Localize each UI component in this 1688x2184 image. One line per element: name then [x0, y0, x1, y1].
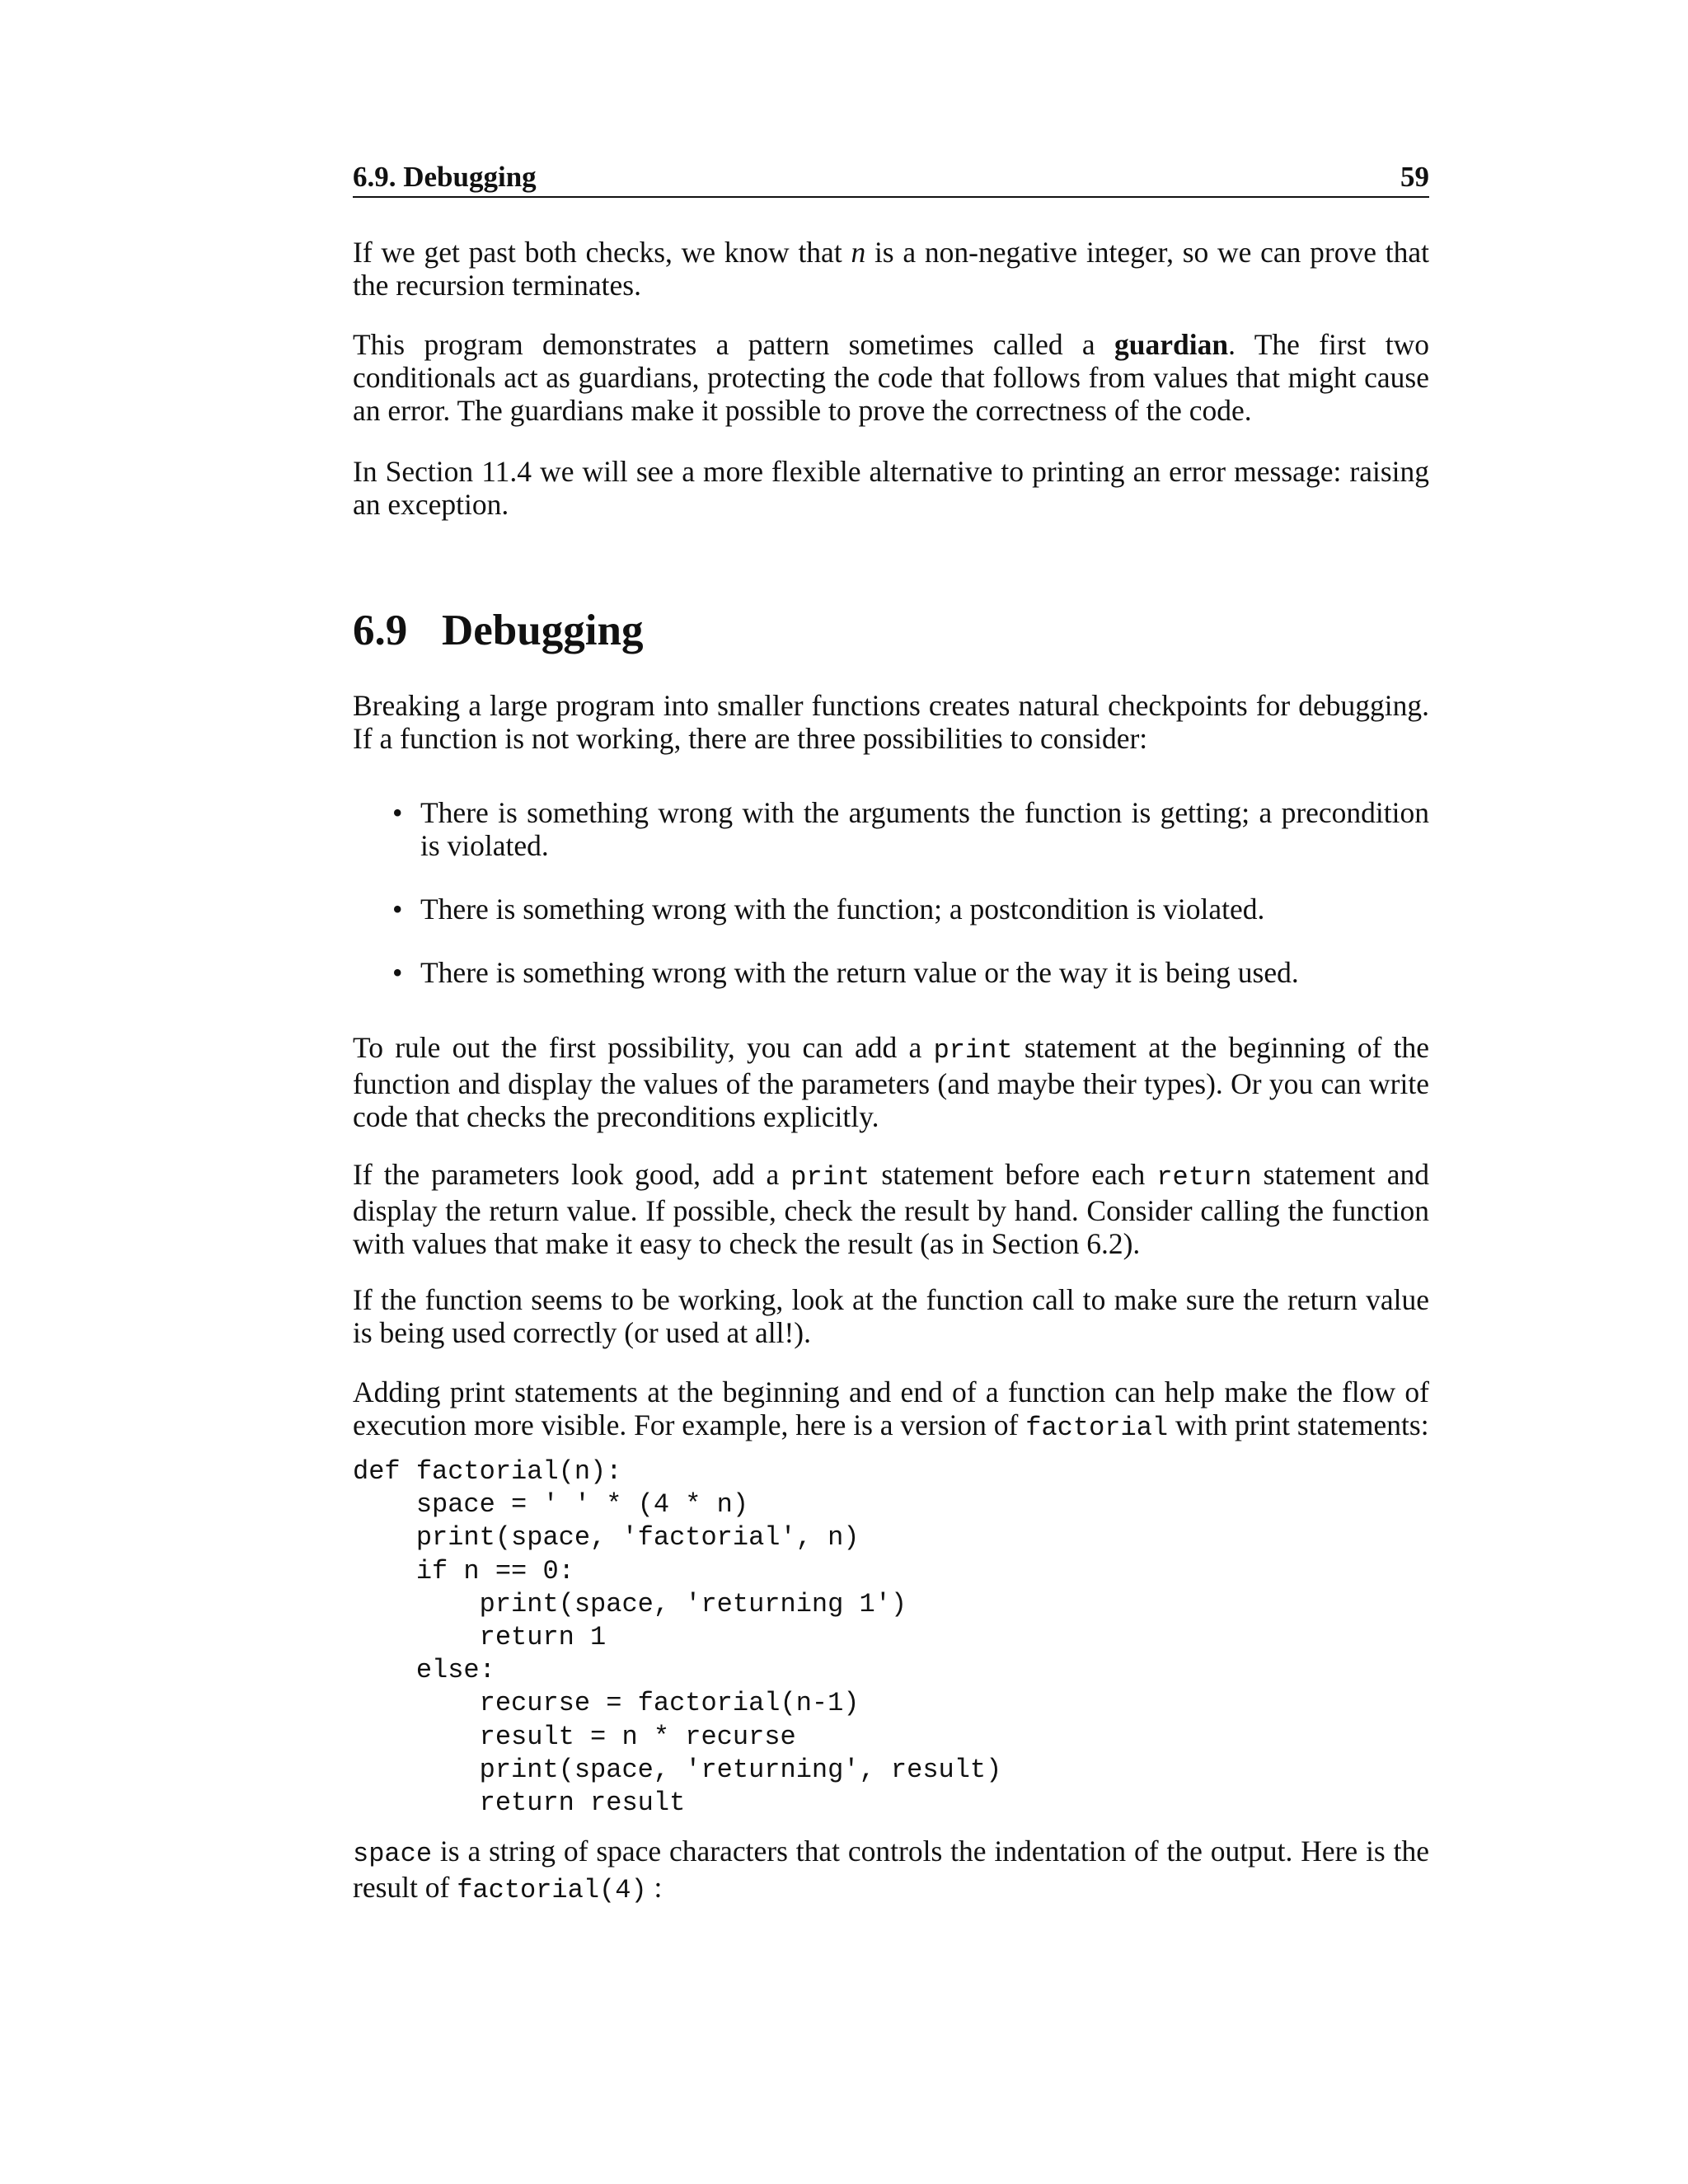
- code-line: return 1: [353, 1621, 607, 1652]
- header-page-number: 59: [1400, 161, 1429, 193]
- list-item-text: There is something wrong with the return value or the way it is being used.: [420, 956, 1299, 989]
- text-run: To rule out the first possibility, you can add a: [353, 1031, 934, 1064]
- text-run: is a string of space characters that controls the indentation of the output. Here is the result of: [353, 1835, 1429, 1904]
- bullet-icon: •: [392, 893, 403, 926]
- code-line: return result: [353, 1787, 686, 1818]
- section-number: 6.9: [353, 607, 408, 654]
- paragraph-working: If the function seems to be working, look at the function call to make sure the return value is being used correctly (or used at all!).: [353, 1283, 1429, 1349]
- running-header: [353, 158, 1429, 198]
- code-line: result = n * recurse: [353, 1721, 796, 1752]
- text-run: This program demonstrates a pattern sometimes called a: [353, 328, 1115, 361]
- paragraph-recursion-terminates: [353, 236, 1429, 302]
- list-item: [392, 893, 1429, 926]
- paragraph-adding-prints: [353, 1376, 1429, 1445]
- section-title: Debugging: [442, 607, 644, 654]
- bullet-icon: •: [392, 796, 403, 829]
- inline-code: print: [933, 1035, 1013, 1066]
- code-line: else:: [353, 1655, 495, 1686]
- italic-variable: n: [851, 236, 866, 269]
- inline-code: print: [790, 1162, 870, 1193]
- bold-term-guardian: guardian: [1114, 328, 1229, 361]
- paragraph-exception: In Section 11.4 we will see a more flexible alternative to printing an error message: raising an exception.: [353, 455, 1429, 521]
- paragraph-space-string: [353, 1835, 1429, 1907]
- paragraph-checkpoints: Breaking a large program into smaller functions creates natural checkpoints for debugging. If a function is not working, there are three possibilities to consider:: [353, 689, 1429, 755]
- text-run: . The first two conditionals act as guardians, protecting the code that follows from values that might cause an error. The guardians make it possible to prove the correctness of the code.: [353, 328, 1429, 427]
- inline-code: return: [1156, 1162, 1252, 1193]
- text-run: with print statements:: [1168, 1408, 1429, 1441]
- inline-code: factorial(4): [457, 1875, 647, 1905]
- text-run: :: [646, 1871, 663, 1904]
- header-section-title: 6.9. Debugging: [353, 161, 537, 193]
- inline-code: factorial: [1025, 1413, 1169, 1443]
- code-block: [353, 1455, 1001, 1820]
- text-run: If we get past both checks, we know that: [353, 236, 851, 269]
- text-run: Adding print statements at the beginning and end of a function can help make the flow of execution more visible. For example, here is a version of: [353, 1376, 1429, 1441]
- text-run: If the parameters look good, add a: [353, 1158, 791, 1191]
- paragraph-parameters: [353, 1158, 1429, 1260]
- code-line: print(space, 'factorial', n): [353, 1522, 860, 1554]
- list-item-text: There is something wrong with the arguments the function is getting; a precondition is violated.: [420, 796, 1429, 862]
- list-item-text: There is something wrong with the function; a postcondition is violated.: [420, 893, 1265, 926]
- text-run: statement and display the return value. If possible, check the result by hand. Consider calling the function with values that make it easy to check the result (as in Section 6.2).: [353, 1158, 1429, 1260]
- code-line: space = ' ' * (4 * n): [353, 1489, 749, 1521]
- code-line: print(space, 'returning 1'): [353, 1588, 907, 1619]
- code-line: def factorial(n):: [353, 1456, 622, 1487]
- paragraph-rule-out: [353, 1031, 1429, 1133]
- bullet-icon: •: [392, 956, 403, 989]
- code-line: recurse = factorial(n-1): [353, 1688, 860, 1719]
- text-run: statement at the beginning of the function and display the values of the parameters (and maybe their types). Or you can write code that checks the preconditions explicitly.: [353, 1031, 1429, 1133]
- code-line: print(space, 'returning', result): [353, 1754, 1002, 1785]
- list-item: [392, 956, 1429, 989]
- text-run: statement before each: [870, 1158, 1157, 1191]
- section-heading: [353, 602, 643, 659]
- inline-code: space: [353, 1839, 433, 1869]
- code-line: if n == 0:: [353, 1555, 574, 1586]
- text-run: is a non-negative integer, so we can prove that the recursion terminates.: [353, 236, 1429, 302]
- paragraph-guardian: [353, 328, 1429, 427]
- list-item: [392, 796, 1429, 862]
